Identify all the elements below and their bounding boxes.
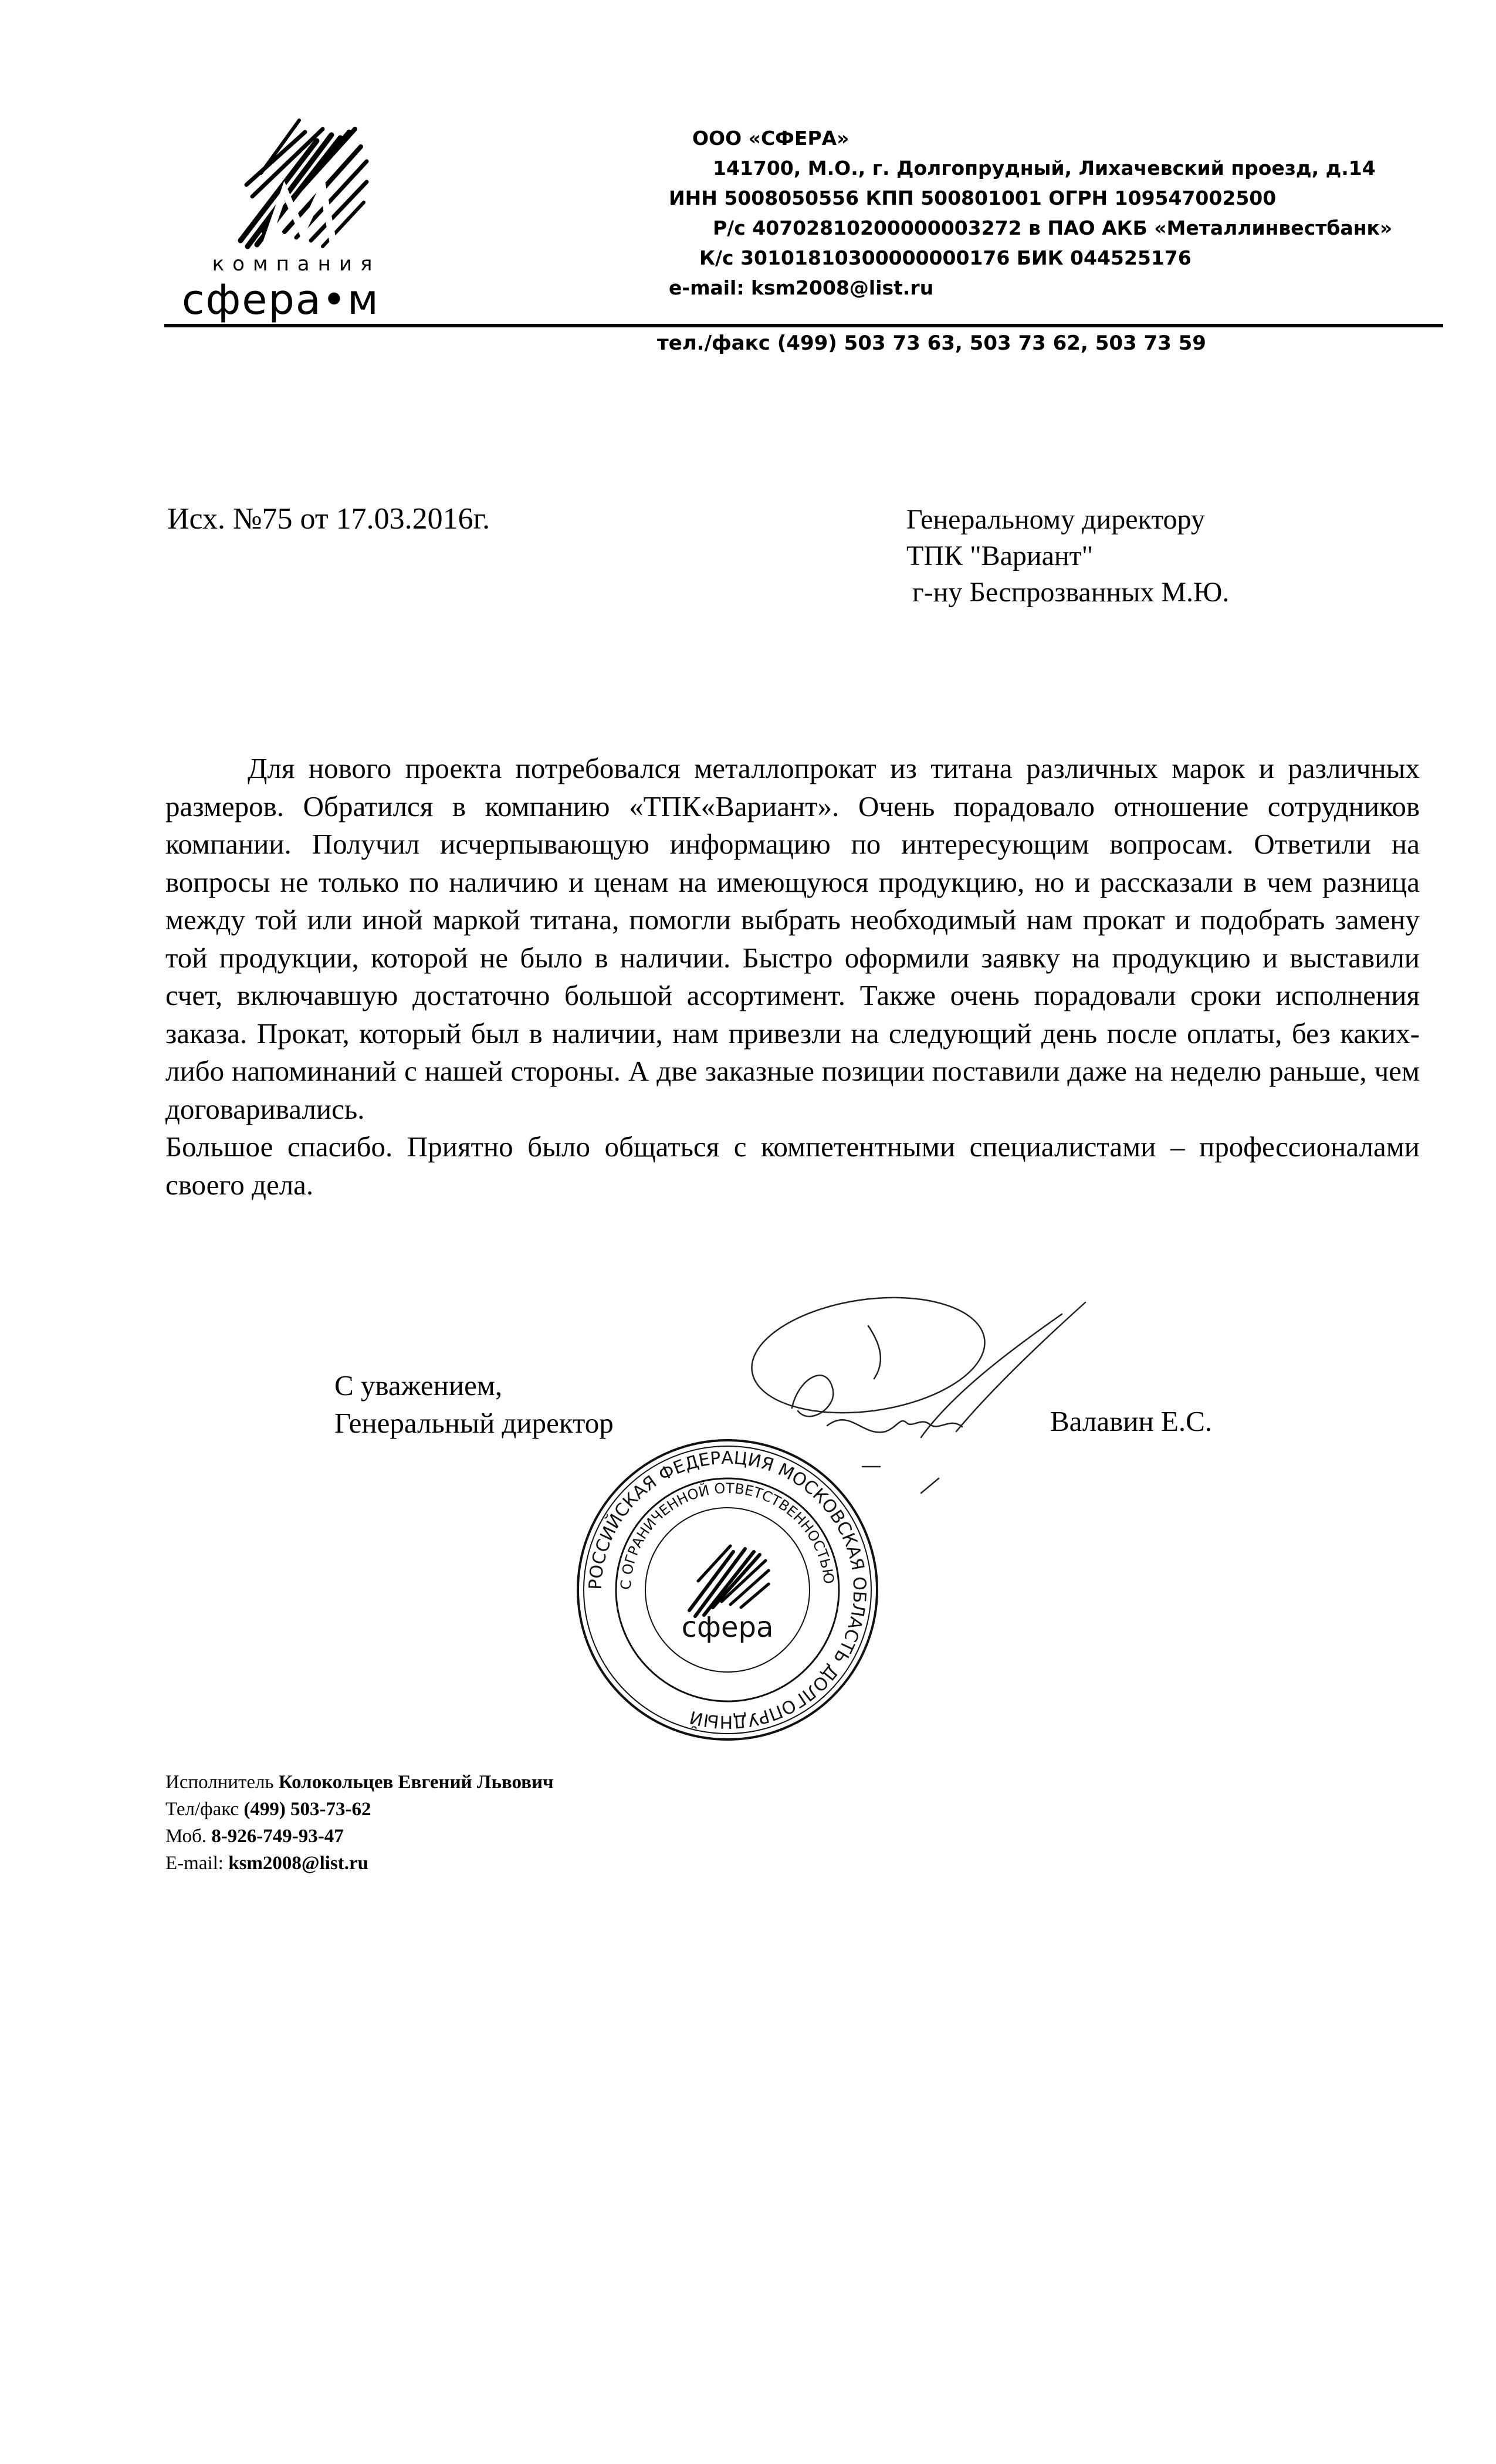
company-name: ООО «СФЕРА» <box>692 127 849 150</box>
executor-contacts <box>165 1769 554 1877</box>
company-logo <box>158 114 434 326</box>
mobile-line <box>165 1823 554 1850</box>
addressee-block <box>906 502 1229 611</box>
executor-label: Исполнитель <box>165 1772 274 1793</box>
letter-paragraph: Для нового проекта потребовался металлопрокат из титана различных марок и различных размеров. Обратился в компанию «ТПК«Вариант». Очень порадовало отношение сотрудников компании. Получил исчерпывающую информацию по интересующим вопросам. Ответили на вопросы не только по наличию и ценам на имеющуюся продукцию, но и рассказали в чем разница между той или иной маркой титана, помогли выбрать необходимый нам прокат и подобрать замену той продукции, которой не было в наличии. Быстро оформили заявку на продукцию и выставили счет, включавшую достаточно большой ассортимент. Также очень порадовали сроки исполнения заказа. Прокат, который был в наличии, нам привезли на следующий день после оплаты, без каких-либо напоминаний с нашей стороны. А две заказные позиции поставили даже на неделю раньше, чем договаривались. <box>165 752 1420 1125</box>
company-email: e-mail: ksm2008@list.ru <box>669 276 934 299</box>
addressee-position: Генеральному директору <box>906 504 1205 535</box>
company-phones: тел./факс (499) 503 73 63, 503 73 62, 503 73 59 <box>657 331 1206 355</box>
addressee-company: ТПК "Вариант" <box>906 540 1094 571</box>
mobile-label: Моб. <box>165 1826 207 1847</box>
company-details <box>669 123 1431 303</box>
phone-label: Тел/факс <box>165 1799 239 1820</box>
company-seal <box>572 1434 883 1745</box>
phone-line <box>165 1796 554 1823</box>
executor-name: Колокольцев Евгений Львович <box>278 1772 554 1793</box>
closing-block <box>334 1367 614 1442</box>
executor-line <box>165 1769 554 1796</box>
signer-title: Генеральный директор <box>334 1407 614 1439</box>
mobile-value: 8-926-749-93-47 <box>211 1826 344 1847</box>
seal-inner-text: С ОГРАНИЧЕННОЙ ОТВЕТСТВЕННОСТЬЮ <box>617 1480 838 1590</box>
letter-paragraph: Большое спасибо. Приятно было общаться с компетентными специалистами – профессионалами своего дела. <box>165 1131 1420 1201</box>
letterhead-divider <box>164 324 1443 327</box>
outgoing-reference: Исх. №75 от 17.03.2016г. <box>167 502 490 536</box>
logo-word-brand: сфера•м <box>182 276 380 324</box>
signer-name: Валавин Е.С. <box>1050 1405 1213 1437</box>
seal-center-word: сфера <box>681 1611 774 1644</box>
seal-outer-text: РОССИЙСКАЯ ФЕДЕРАЦИЯ МОСКОВСКАЯ ОБЛАСТЬ ДОЛГОПРУДНЫЙ <box>585 1447 870 1732</box>
addressee-name: г-ну Беспрозванных М.Ю. <box>912 577 1230 608</box>
logo-emblem-icon <box>229 114 375 261</box>
closing-regards: С уважением, <box>334 1369 503 1402</box>
email-label: E-mail: <box>165 1853 224 1874</box>
email-value: ksm2008@list.ru <box>228 1853 369 1874</box>
logo-word-company: компания <box>212 252 381 276</box>
company-address: 141700, М.О., г. Долгопрудный, Лихачевский проезд, д.14 <box>713 157 1376 180</box>
email-line <box>165 1850 554 1877</box>
company-corr-account: К/с 30101810300000000176 БИК 044525176 <box>699 246 1192 269</box>
company-account: Р/с 40702810200000003272 в ПАО АКБ «Металлинвестбанк» <box>713 216 1393 239</box>
company-registration: ИНН 5008050556 КПП 500801001 ОГРН 109547002500 <box>669 187 1277 209</box>
phone-value: (499) 503-73-62 <box>243 1799 371 1820</box>
seal-emblem-icon <box>689 1546 769 1616</box>
letter-body <box>165 750 1420 1204</box>
